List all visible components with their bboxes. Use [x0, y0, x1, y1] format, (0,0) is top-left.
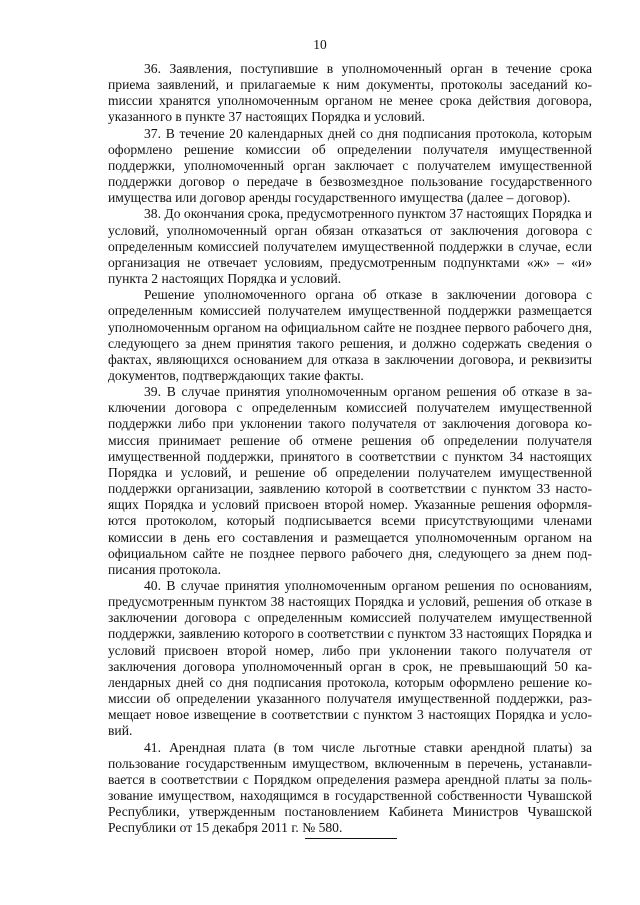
- page-number: 10: [313, 37, 327, 52]
- paragraph-39: 39. В случае принятия уполномоченным органом решения об отказе в заключении договора с определенным комиссией получателем имущественной поддержки либо при уклонении такого получателя от заключения договора комиссия принимает решение об отмене решения об определении получателя имущественной поддержки, принятого в соответствии с пунктом 34 настоящих Порядка и условий, и решение об определении получателем имущественной поддержки организации, заявлению которой в соответствии с пунктом 33 настоящих Порядка и условий присвоен второй номер. Указанные решения оформляются протоколом, который подписывается всеми присутствующими членами комиссии в день его составления и размещается уполномоченным органом на официальном сайте не позднее первого рабочего дня, следующего за днем подписания протокола.: [108, 384, 592, 577]
- paragraph-40: 40. В случае принятия уполномоченным органом решения по основаниям, предусмотренным пунктом 38 настоящих Порядка и условий, решения об отказе в заключении договора с определенным комиссией получателем имущественной поддержки, заявлению которого в соответствии с пунктом 33 настоящих Порядка и условий присвоен второй номер, либо при уклонении такого получателя от заключения договора уполномоченный орган в срок, не превышающий 50 календарных дней со дня подписания протокола, которым оформлено решение комиссии об определении указанного получателя имущественной поддержки, размещает новое извещение в соответствии с пунктом 3 настоящих Порядка и условий.: [108, 578, 592, 739]
- paragraph-37: 37. В течение 20 календарных дней со дня подписания протокола, которым оформлено решение комиссии об определении получателя имущественной поддержки, уполномоченный орган заключает с получателем имущественной поддержки договор о передаче в безвозмездное пользование государственного имущества или договор аренды государственного имущества (далее – договор).: [108, 125, 592, 206]
- document-body: [108, 61, 592, 837]
- paragraph-36: 36. Заявления, поступившие в уполномоченный орган в течение срока приема заявлений, и прилагаемые к ним документы, протоколы заседаний коmиссии хранятся уполномоченным органом не менее срока действия договора, указанного в пункте 37 настоящих Порядка и условий.: [108, 61, 592, 125]
- paragraph-38: 38. До окончания срока, предусмотренного пунктом 37 настоящих Порядка и условий, уполномоченный орган обязан отказаться от заключения договора с определенным комиссией получателем имущественной поддержки в случае, если организация не отвечает условиям, предусмотренным подпунктами «ж» – «и» пункта 2 настоящих Порядка и условий.: [108, 206, 592, 287]
- paragraph-38-refusal-decision: Решение уполномоченного органа об отказе в заключении договора с определенным комиссией получателем имущественной поддержки размещается уполномоченным органом на официальном сайте не позднее первого рабочего дня, следующего за днем принятия такого решения, и должно содержать сведения о фактах, являющихся основанием для отказа в заключении договора, и реквизиты документов, подтверждающих такие факты.: [108, 287, 592, 383]
- paragraph-41: 41. Арендная плата (в том числе льготные ставки арендной платы) за пользование государственным имуществом, включенным в перечень, устанавливается в соответствии с Порядком определения размера арендной платы за пользование имуществом, находящимся в государственной собственности Чувашской Республики, утвержденным постановлением Кабинета Министров Чувашской Республики от 15 декабря 2011 г. № 580.: [108, 739, 592, 836]
- end-of-document-rule: [305, 838, 397, 839]
